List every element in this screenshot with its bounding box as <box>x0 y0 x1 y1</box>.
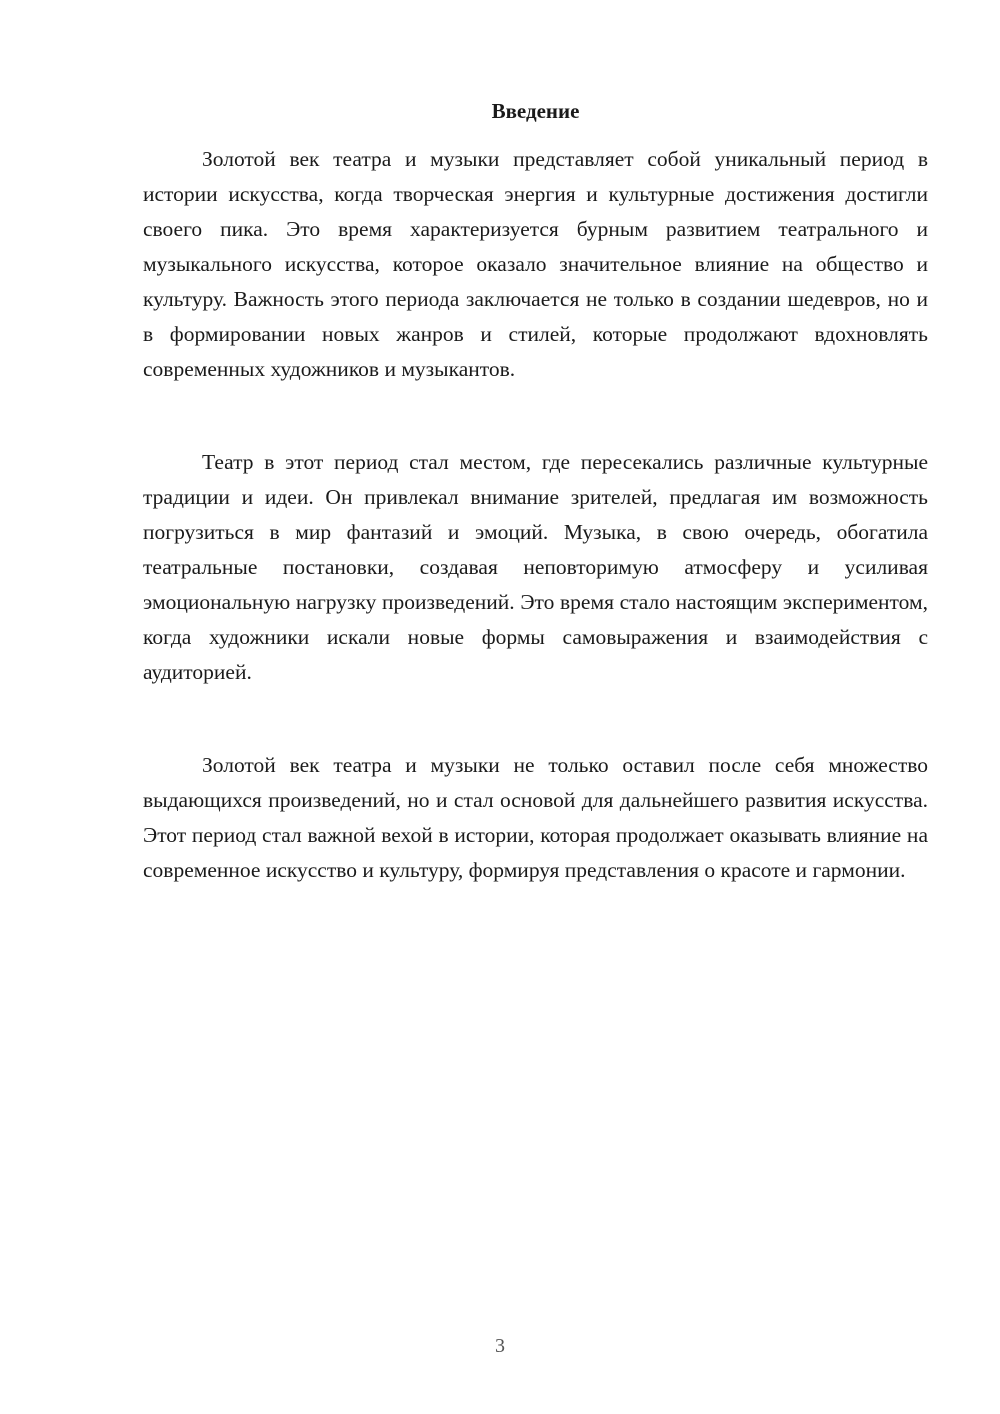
paragraph-2: Театр в этот период стал местом, где пересекались различные культурные традиции и идеи. Он привлекал внимание зрителей, предлагая им возможность погрузиться в мир фантазий и эмоций. Музыка, в свою очередь, обогатила театральные постановки, создавая неповторимую атмосферу и усиливая эмоциональную нагрузку произведений. Это время стало настоящим экспериментом, когда художники искали новые формы самовыражения и взаимодействия с аудиторией. <box>143 450 928 684</box>
paragraph-3: Золотой век театра и музыки не только оставил после себя множество выдающихся произведений, но и стал основой для дальнейшего развития искусства. Этот период стал важной вехой в истории, которая продолжает оказывать влияние на современное искусство и культуру, формируя представления о красоте и гармонии. <box>143 753 928 882</box>
page-number: 3 <box>495 1335 505 1357</box>
paragraph-1: Золотой век театра и музыки представляет собой уникальный период в истории искусства, когда творческая энергия и культурные достижения достигли своего пика. Это время характеризуется бурным развитием театрального и музыкального искусства, которое оказало значительное влияние на общество и культуру. Важность этого периода заключается не только в создании шедевров, но и в формировании новых жанров и стилей, которые продолжают вдохновлять современных художников и музыкантов. <box>143 147 928 381</box>
section-heading: Введение <box>491 99 580 123</box>
